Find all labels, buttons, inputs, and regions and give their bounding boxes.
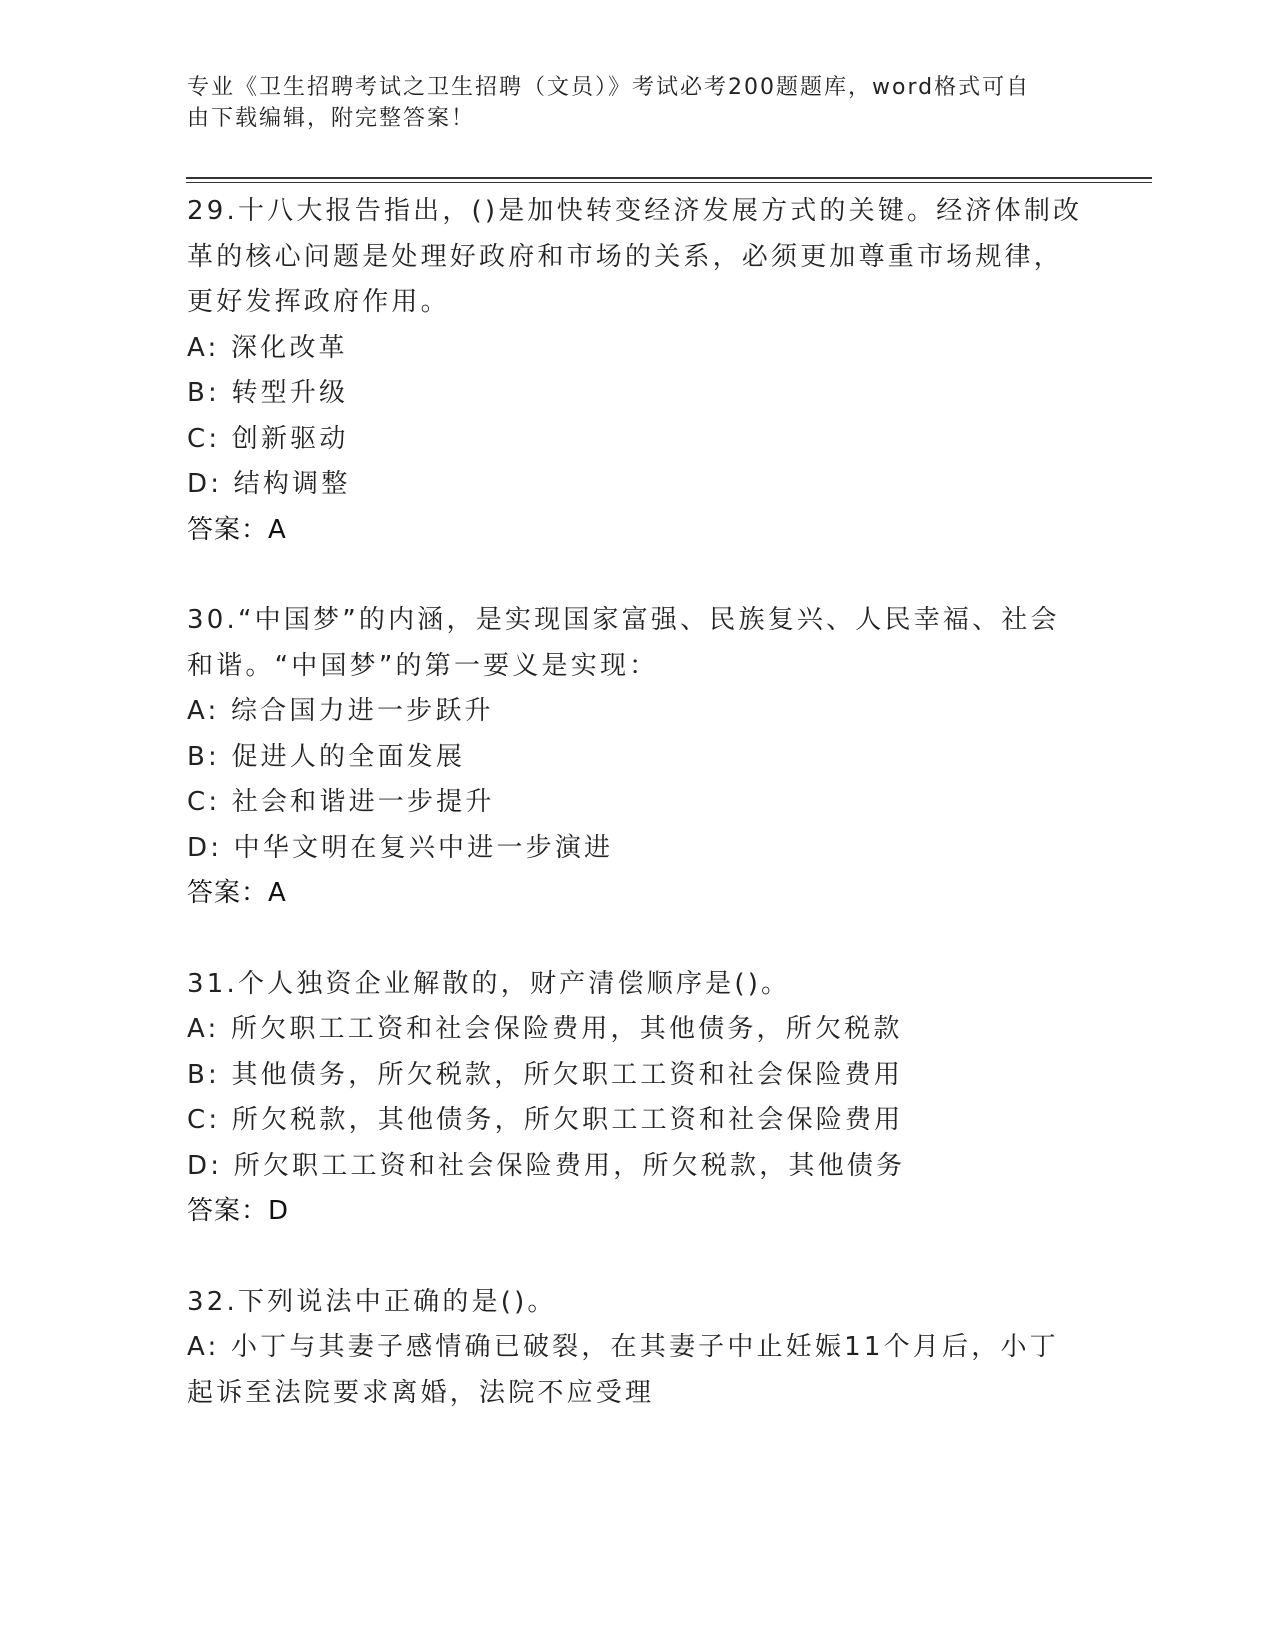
header-divider-thick xyxy=(186,177,1152,179)
option-d: D: 中华文明在复兴中进一步演进 xyxy=(187,832,614,863)
answer: 答案：A xyxy=(187,878,287,908)
question-29 xyxy=(187,189,1087,553)
question-stem-line: 29.十八大报告指出，()是加快转变经济发展方式的关键。经济体制改 xyxy=(187,196,1083,226)
answer: 答案：D xyxy=(187,1196,290,1226)
question-list xyxy=(187,189,1087,1416)
option-d: D: 所欠职工工资和社会保险费用，所欠税款，其他债务 xyxy=(187,1150,906,1181)
option-c: C: 社会和谐进一步提升 xyxy=(187,787,495,817)
question-stem-line: 和谐。“中国梦”的第一要义是实现： xyxy=(187,650,659,681)
question-spacer xyxy=(187,553,1087,598)
question-32 xyxy=(187,1280,1087,1417)
question-stem-line: 30.“中国梦”的内涵，是实现国家富强、民族复兴、人民幸福、社会 xyxy=(187,605,1060,635)
header-line-1: 专业《卫生招聘考试之卫生招聘（文员）》考试必考200题题库，word格式可自 xyxy=(187,75,1031,100)
option-a: A: 所欠职工工资和社会保险费用，其他债务，所欠税款 xyxy=(187,1014,903,1044)
question-stem-line: 31.个人独资企业解散的，财产清偿顺序是()。 xyxy=(187,968,791,999)
question-stem-line: 更好发挥政府作用。 xyxy=(187,287,450,317)
option-b: B: 其他债务，所欠税款，所欠职工工资和社会保险费用 xyxy=(187,1059,904,1090)
question-spacer xyxy=(187,1235,1087,1280)
question-stem-line: 革的核心问题是处理好政府和市场的关系，必须更加尊重市场规律， xyxy=(187,241,1064,272)
header-line-2: 由下载编辑，附完整答案！ xyxy=(187,106,476,131)
option-b: B: 转型升级 xyxy=(187,378,349,408)
question-spacer xyxy=(187,917,1087,962)
answer: 答案：A xyxy=(187,514,287,545)
question-stem-line: 32.下列说法中正确的是()。 xyxy=(187,1286,557,1317)
option-c: C: 所欠税款，其他债务，所欠职工工资和社会保险费用 xyxy=(187,1105,904,1135)
document-header xyxy=(187,72,1067,134)
option-d: D: 结构调整 xyxy=(187,469,351,499)
option-c: C: 创新驱动 xyxy=(187,423,349,454)
option-b: B: 促进人的全面发展 xyxy=(187,741,466,772)
option-a: A: 综合国力进一步跃升 xyxy=(187,696,494,726)
option-a: A: 小丁与其妻子感情确已破裂，在其妻子中止妊娠11个月后，小丁 xyxy=(187,1332,1059,1362)
option-a: A: 深化改革 xyxy=(187,332,348,363)
option-a-continued: 起诉至法院要求离婚，法院不应受理 xyxy=(187,1377,655,1408)
header-divider-thin xyxy=(186,182,1152,183)
question-31 xyxy=(187,962,1087,1235)
question-30 xyxy=(187,598,1087,917)
